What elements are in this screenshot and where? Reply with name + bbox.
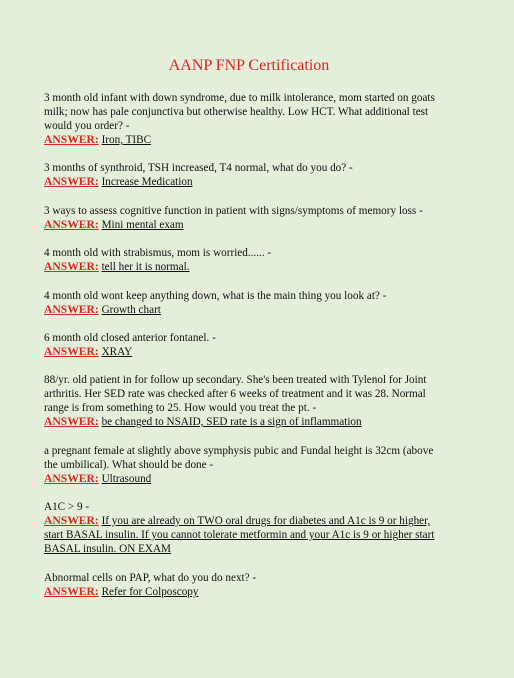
answer-label: ANSWER: xyxy=(44,415,99,428)
question-text: 4 month old wont keep anything down, what is the main thing you look at? - xyxy=(44,290,387,302)
answer-line xyxy=(44,175,449,189)
answer-label: ANSWER: xyxy=(44,585,99,598)
answer-text: tell her it is normal. xyxy=(101,261,190,273)
question-text: 3 ways to assess cognitive function in patient with signs/symptoms of memory loss - xyxy=(44,205,423,217)
question-text: 88/yr. old patient in for follow up secondary. She's been treated with Tylenol for Joint arthritis. Her SED rate was checked after 6 weeks of treatment and it was 28. Normal range is from something to 25. How would you treat the pt. - xyxy=(44,374,427,414)
answer-label: ANSWER: xyxy=(44,472,99,485)
question-text: 3 month old infant with down syndrome, due to milk intolerance, mom started on goats milk; now has pale conjunctiva but otherwise healthy. Low HCT. What additional test would you order? - xyxy=(44,92,435,132)
qa-item xyxy=(44,289,449,317)
qa-item xyxy=(44,373,449,429)
answer-line xyxy=(44,303,449,317)
question-text: Abnormal cells on PAP, what do you do next? - xyxy=(44,572,257,584)
answer-text: Growth chart xyxy=(101,304,161,316)
answer-line xyxy=(44,260,449,274)
answer-label: ANSWER: xyxy=(44,175,99,188)
answer-label: ANSWER: xyxy=(44,133,99,146)
answer-line xyxy=(44,133,449,147)
qa-item xyxy=(44,331,449,359)
answer-text: Increase Medication xyxy=(101,176,193,188)
answer-text: be changed to NSAID, SED rate is a sign of inflammation xyxy=(101,416,362,428)
answer-line xyxy=(44,585,449,599)
answer-label: ANSWER: xyxy=(44,260,99,273)
qa-item xyxy=(44,204,449,232)
answer-text: Ultrasound xyxy=(101,473,152,485)
answer-line xyxy=(44,415,449,429)
qa-item xyxy=(44,161,449,189)
answer-text: Refer for Colposcopy xyxy=(101,586,199,598)
answer-line xyxy=(44,472,449,486)
answer-text: Iron, TIBC xyxy=(101,134,152,146)
qa-item xyxy=(44,444,449,486)
question-text: A1C > 9 - xyxy=(44,501,90,513)
qa-item xyxy=(44,500,449,556)
question-text: 6 month old closed anterior fontanel. - xyxy=(44,332,216,344)
answer-label: ANSWER: xyxy=(44,303,99,316)
question-text: a pregnant female at slightly above symphysis pubic and Fundal height is 32cm (above the umbilical). What should be done - xyxy=(44,445,434,471)
answer-text: XRAY xyxy=(101,346,133,358)
answer-line xyxy=(44,218,449,232)
question-text: 4 month old with strabismus, mom is worried...... - xyxy=(44,247,272,259)
answer-text: Mini mental exam xyxy=(101,219,184,231)
document-title: AANP FNP Certification xyxy=(168,57,330,74)
qa-item xyxy=(44,571,449,599)
answer-label: ANSWER: xyxy=(44,514,99,527)
answer-line xyxy=(44,514,449,556)
question-text: 3 months of synthroid, TSH increased, T4 normal, what do you do? - xyxy=(44,162,353,174)
answer-label: ANSWER: xyxy=(44,218,99,231)
answer-text: If you are already on TWO oral drugs for diabetes and A1c is 9 or higher, start BASAL insulin. If you cannot tolerate metformin and your A1c is 9 or higher start BASAL insulin. ON EXAM xyxy=(44,515,435,555)
qa-item xyxy=(44,246,449,274)
qa-item xyxy=(44,91,449,147)
answer-line xyxy=(44,345,449,359)
answer-label: ANSWER: xyxy=(44,345,99,358)
